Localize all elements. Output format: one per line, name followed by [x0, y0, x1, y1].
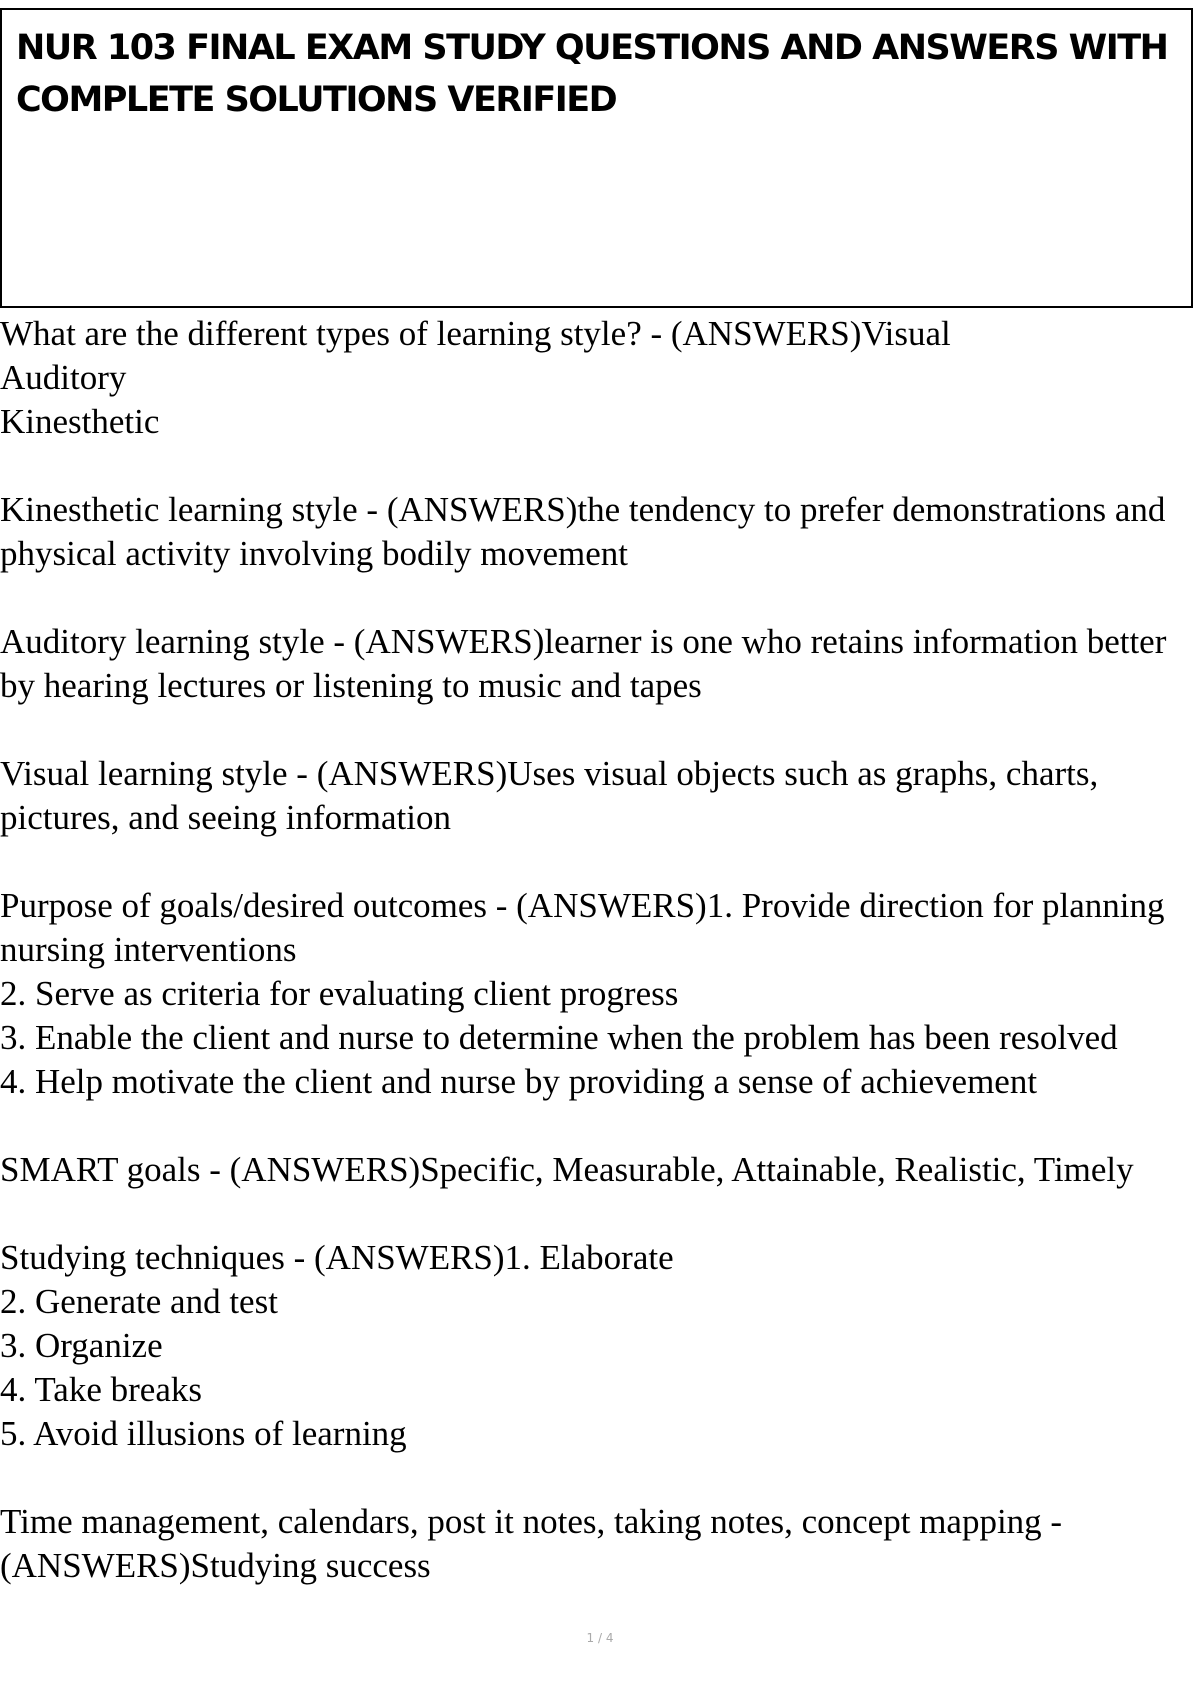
qa-line: 2. Generate and test — [0, 1282, 278, 1321]
qa-line: Kinesthetic — [0, 402, 160, 441]
qa-line: pictures, and seeing information — [0, 798, 451, 837]
qa-line: Visual learning style - (ANSWERS)Uses visual objects such as graphs, charts, — [0, 754, 1099, 793]
qa-item-auditory — [0, 620, 1190, 708]
qa-line: What are the different types of learning style? - (ANSWERS)Visual — [0, 314, 951, 353]
qa-line: Auditory learning style - (ANSWERS)learner is one who retains information better — [0, 622, 1167, 661]
qa-line: SMART goals - (ANSWERS)Specific, Measurable, Attainable, Realistic, Timely — [0, 1150, 1134, 1189]
title-box — [0, 8, 1193, 308]
qa-item-learning-styles — [0, 312, 1190, 444]
qa-item-studying-techniques — [0, 1236, 1190, 1456]
qa-line: nursing interventions — [0, 930, 297, 969]
qa-line: (ANSWERS)Studying success — [0, 1546, 431, 1585]
qa-line: physical activity involving bodily movement — [0, 534, 628, 573]
qa-line: by hearing lectures or listening to music and tapes — [0, 666, 702, 705]
qa-line: Studying techniques - (ANSWERS)1. Elaborate — [0, 1238, 674, 1277]
qa-line: Purpose of goals/desired outcomes - (ANSWERS)1. Provide direction for planning — [0, 886, 1165, 925]
qa-line: 3. Enable the client and nurse to determine when the problem has been resolved — [0, 1018, 1118, 1057]
qa-item-goals-purpose — [0, 884, 1190, 1104]
qa-item-visual — [0, 752, 1190, 840]
qa-line: 4. Take breaks — [0, 1370, 202, 1409]
qa-item-kinesthetic — [0, 488, 1190, 576]
qa-item-smart-goals — [0, 1148, 1190, 1192]
page-indicator: 1 / 4 — [586, 1631, 614, 1645]
qa-item-time-management — [0, 1500, 1190, 1588]
title-line-1: NUR 103 FINAL EXAM STUDY QUESTIONS AND ANSWERS WITH — [16, 28, 1168, 68]
qa-list — [0, 312, 1190, 1632]
qa-line: 2. Serve as criteria for evaluating client progress — [0, 974, 679, 1013]
title-line-2: COMPLETE SOLUTIONS VERIFIED — [16, 80, 617, 120]
qa-line: Time management, calendars, post it notes, taking notes, concept mapping - — [0, 1502, 1063, 1541]
qa-line: Kinesthetic learning style - (ANSWERS)the tendency to prefer demonstrations and — [0, 490, 1166, 529]
qa-line: Auditory — [0, 358, 127, 397]
qa-line: 5. Avoid illusions of learning — [0, 1414, 407, 1453]
qa-line: 4. Help motivate the client and nurse by providing a sense of achievement — [0, 1062, 1038, 1101]
qa-line: 3. Organize — [0, 1326, 163, 1365]
document-title — [16, 22, 1176, 126]
